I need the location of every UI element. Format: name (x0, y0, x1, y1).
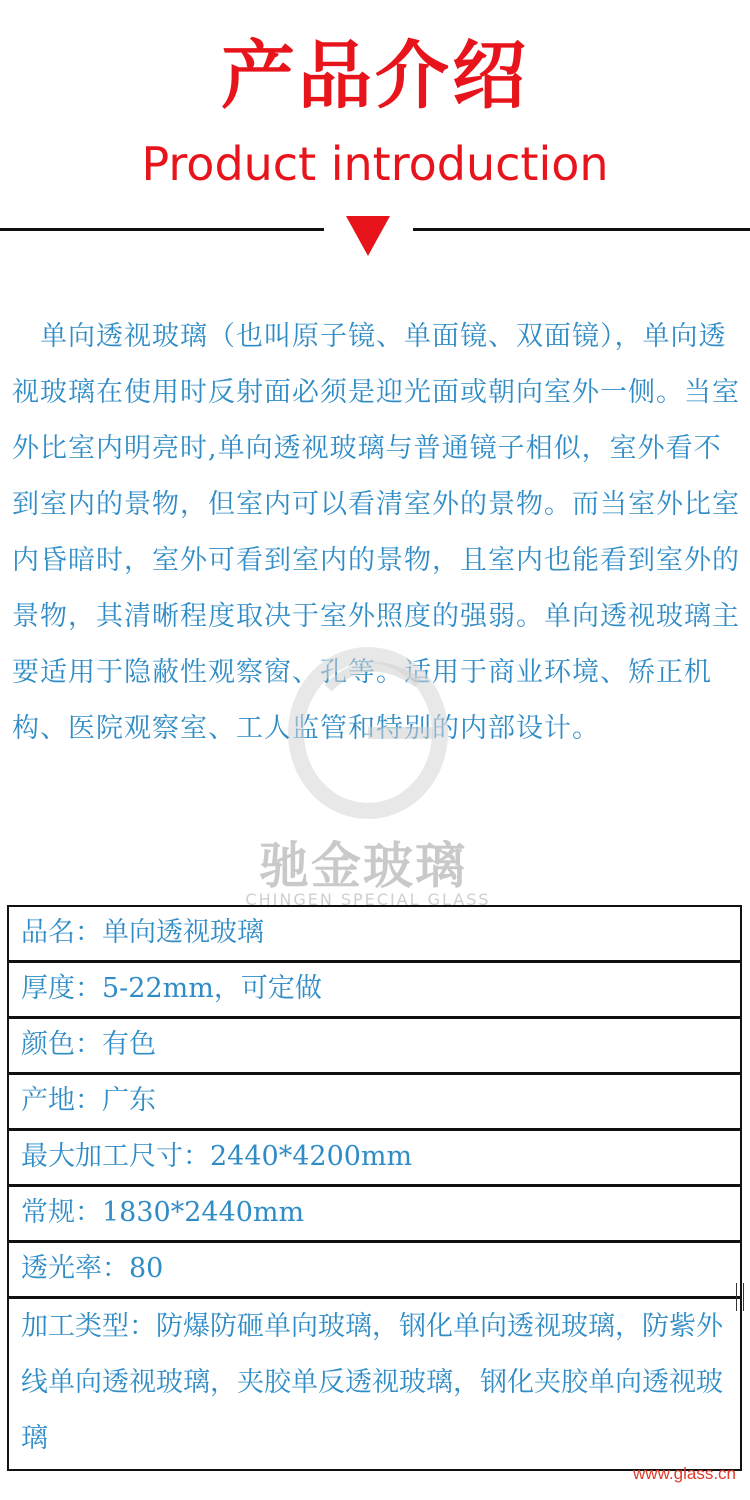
page-title-en: Product introduction (141, 137, 609, 191)
spec-row-transmittance: 透光率：80 (9, 1243, 740, 1299)
spec-table (7, 905, 742, 1471)
watermark-brand-cn: 驰金玻璃 (259, 837, 467, 895)
watermark-brand-en: CHINGEN SPECIAL GLASS (245, 890, 491, 909)
down-triangle-icon (346, 216, 390, 256)
divider-right (413, 228, 750, 231)
intro-paragraph: 单向透视玻璃（也叫原子镜、单面镜、双面镜），单向透视玻璃在使用时反射面必须是迎光面或朝向室外一侧。当室外比室内明亮时,单向透视玻璃与普通镜子相似，室外看不到室内的景物，但室内可以看清室外的景物。而当室外比室内昏暗时，室外可看到室内的景物，且室内也能看到室外的景物，其清晰程度取决于室外照度的强弱。单向透视玻璃主要适用于隐蔽性观察窗、孔等。适用于商业环境、矫正机构、医院观察室、工人监管和特别的内部设计。 (12, 321, 740, 744)
text-cursor-marker (736, 1283, 744, 1311)
spec-row-color: 颜色：有色 (9, 1019, 740, 1075)
page-title-cn: 产品介绍 (221, 33, 529, 119)
spec-row-standard-size: 常规：1830*2440mm (9, 1187, 740, 1243)
spec-row-name: 品名：单向透视玻璃 (9, 907, 740, 963)
spec-row-max-size: 最大加工尺寸：2440*4200mm (9, 1131, 740, 1187)
spec-row-origin: 产地：广东 (9, 1075, 740, 1131)
divider-left (0, 228, 324, 231)
spec-row-thickness: 厚度：5-22mm，可定做 (9, 963, 740, 1019)
spec-row-processing-type: 加工类型：防爆防砸单向玻璃，钢化单向透视玻璃，防紫外线单向透视玻璃，夹胶单反透视玻璃，钢化夹胶单向透视玻璃 (21, 1311, 723, 1454)
footer-site-link[interactable]: www.glass.cn (633, 1464, 736, 1483)
